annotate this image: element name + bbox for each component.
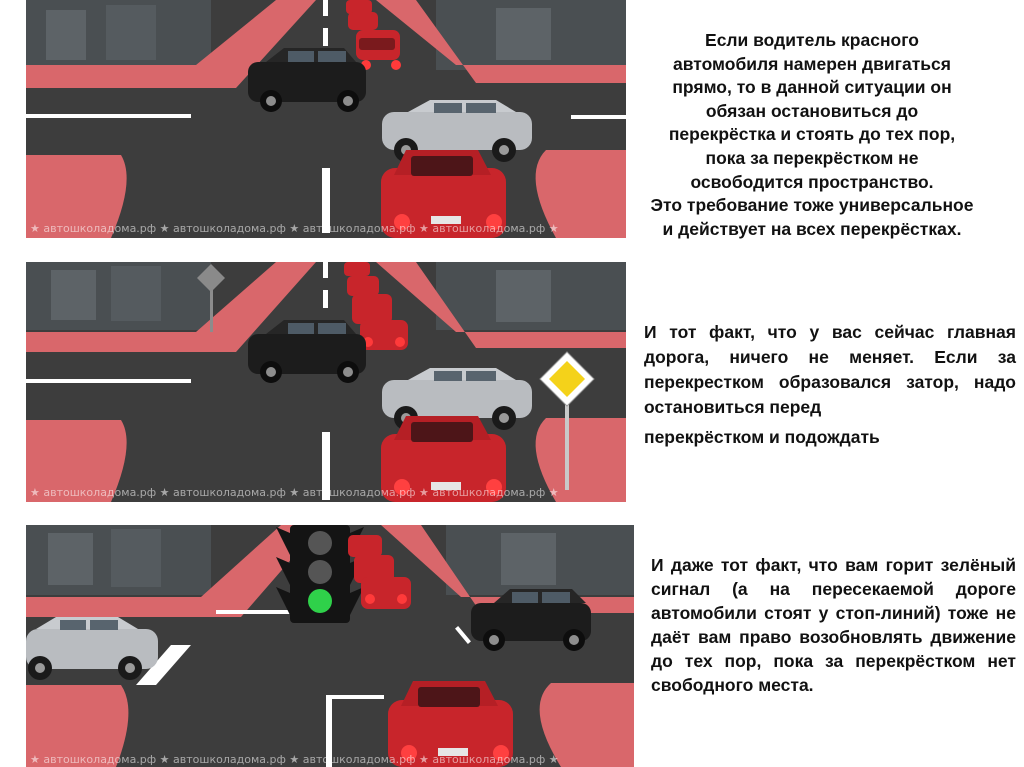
stop-line-right [571,115,626,119]
caption-line: автомобиля намерен двигаться [673,53,951,74]
caption-text-last: перекрёстком и подождать [644,427,880,447]
caption-text: И тот факт, что у вас сейчас главная дорога, ничего не меняет. Если за перекрестком образовался затор, надо остановиться перед [644,322,1016,417]
caption-line: и действует на всех перекрёстках. [662,218,962,239]
caption-text: И даже тот факт, что вам горит зелёный сигнал (а на пересекаемой дороге автомобили стоят у стоп-линий) тоже не даёт вам право возобновлять движение до тех пор, пока за перекрёстком нет свободного места. [651,555,1016,695]
green-lamp [308,589,332,613]
red-lamp [308,531,332,555]
stop-line-left [26,379,191,383]
caption-line: перекрёстка и стоять до тех пор, [668,124,956,145]
caption-line: обязан остановиться до [705,100,919,121]
caption-scene-2 [644,320,1016,450]
intersection-scene-2 [26,262,626,502]
caption-line: Если водитель красного [705,30,919,50]
stop-line-left [26,114,191,118]
crosswalk-line [216,610,298,614]
intersection-scene-3 [26,525,634,767]
watermark: ★ автошколадома.рф ★ автошколадома.рф ★ автошколадома.рф ★ автошколадома.рф ★ [30,753,559,766]
watermark: ★ автошколадома.рф ★ автошколадома.рф ★ автошколадома.рф ★ автошколадома.рф ★ [30,486,559,499]
caption-line: пока за перекрёстком не [705,147,919,168]
yellow-lamp [308,560,332,584]
intersection-illustration [26,525,634,767]
caption-scene-3 [651,553,1016,697]
intersection-scene-1 [26,0,626,238]
intersection-illustration [26,262,626,502]
caption-line: освободится пространство. [690,171,934,192]
caption-line: прямо, то в данной ситуации он [672,77,952,98]
intersection-illustration [26,0,626,238]
caption-line: Это требование тоже универсальное [650,195,974,216]
caption-scene-1 [626,29,998,241]
watermark: ★ автошколадома.рф ★ автошколадома.рф ★ автошколадома.рф ★ автошколадома.рф ★ [30,222,559,235]
